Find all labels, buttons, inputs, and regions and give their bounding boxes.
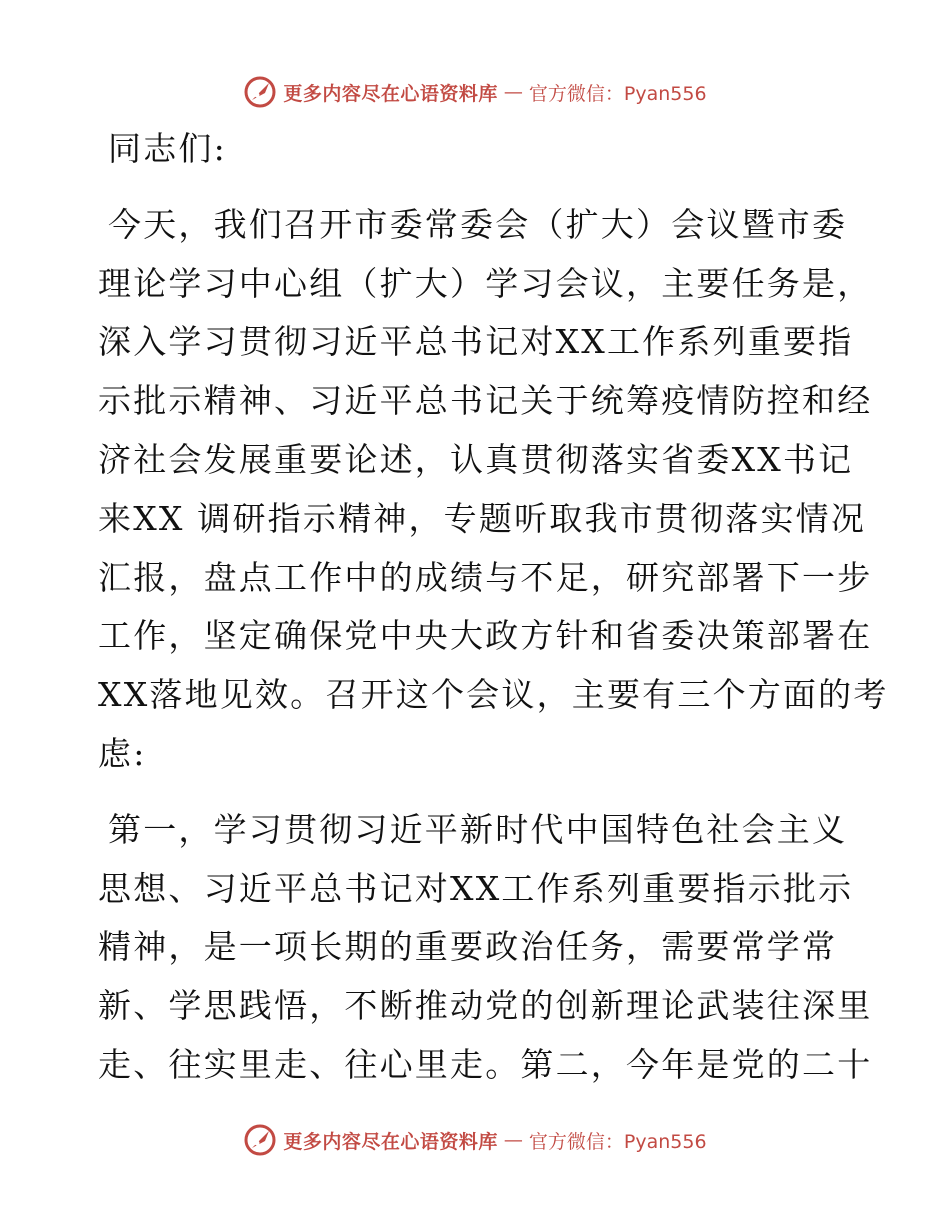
paragraph-spacer: [98, 784, 858, 801]
paragraph-line: 新、学思践悟，不断推动党的创新理论武装往深里: [98, 986, 873, 1026]
paragraph-1: [98, 196, 889, 784]
paragraph-line: 走、往实里走、往心里走。第二，今年是党的二十: [98, 1044, 873, 1084]
watermark-separator: —: [503, 81, 523, 103]
header-watermark: [0, 72, 950, 112]
paragraph-line: 来XX 调研指示精神，专题听取我市贯彻落实情况: [98, 498, 867, 538]
paragraph-line: 今天，我们召开市委常委会（扩大）会议暨市委: [108, 204, 848, 244]
quill-logo-icon: [243, 1123, 277, 1157]
paragraph-line: 深入学习贯彻习近平总书记对XX工作系列重要指: [98, 322, 854, 362]
paragraph-line: XX落地见效。召开这个会议，主要有三个方面的考: [98, 675, 889, 715]
salutation: 同志们:: [108, 129, 227, 168]
paragraph-line: 济社会发展重要论述，认真贯彻落实省委XX书记: [98, 439, 854, 479]
watermark-contact: 官方微信：Pyan556: [528, 1130, 707, 1153]
paragraph-line: 汇报，盘点工作中的成绩与不足，研究部署下一步: [98, 557, 873, 597]
paragraph-line: 示批示精神、习近平总书记关于统筹疫情防控和经: [98, 381, 873, 421]
watermark-separator: —: [503, 1129, 523, 1151]
paragraph-line: 理论学习中心组（扩大）学习会议，主要任务是，: [98, 263, 873, 303]
paragraph-line: 工作，坚定确保党中央大政方针和省委决策部署在: [98, 616, 873, 656]
watermark-site-text: 更多内容尽在心语资料库: [283, 82, 498, 105]
paragraph-line: 第一，学习贯彻习近平新时代中国特色社会主义: [108, 809, 848, 849]
paragraph-line: 虑:: [98, 733, 147, 773]
paragraph-line: 思想、习近平总书记对XX工作系列重要指示批示: [98, 868, 854, 908]
quill-logo-icon: [243, 75, 277, 109]
watermark-site-text: 更多内容尽在心语资料库: [283, 1130, 498, 1153]
footer-watermark: [0, 1120, 950, 1160]
document-body: [98, 120, 889, 1095]
paragraph-line: 精神，是一项长期的重要政治任务，需要常学常: [98, 927, 838, 967]
paragraph-spacer: [98, 179, 858, 196]
watermark-contact: 官方微信：Pyan556: [528, 82, 707, 105]
paragraph-2: [98, 801, 873, 1095]
